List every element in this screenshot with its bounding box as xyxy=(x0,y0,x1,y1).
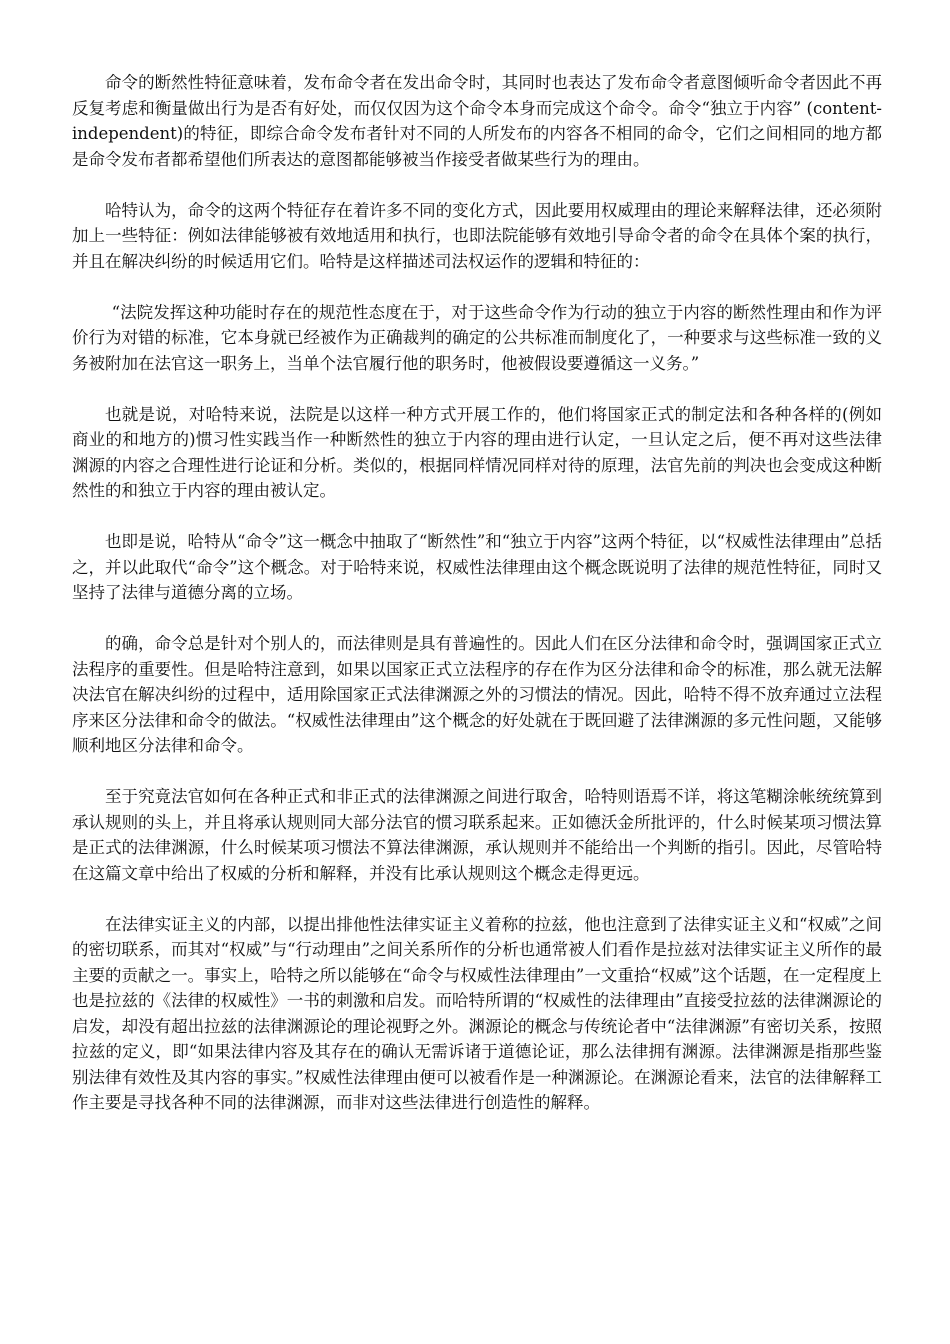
paragraph-6: 的确，命令总是针对个别人的，而法律则是具有普遍性的。因此人们在区分法律和命令时，强调国家正式立法程序的重要性。但是哈特注意到，如果以国家正式立法程序的存在作为区分法律和命令的标准，那么就无法解决法官在解决纠纷的过程中，适用除国家正式法律渊源之外的习惯法的情况。因此，哈特不得不放弃通过立法程序来区分法律和命令的做法。“权威性法律理由”这个概念的好处就在于既回避了法律渊源的多元性问题，又能够顺利地区分法律和命令。 xyxy=(72,634,882,755)
quote-paragraph: “法院发挥这种功能时存在的规范性态度在于，对于这些命令作为行动的独立于内容的断然性理由和作为评价行为对错的标准，它本身就已经被作为正确裁判的确定的公共标准而制度化了，一种要求与这些标准一致的义务被附加在法官这一职务上，当单个法官履行他的职务时，他被假设要遵循这一义务。” xyxy=(72,302,882,373)
document-page xyxy=(72,70,882,1141)
paragraph-4: 也就是说，对哈特来说，法院是以这样一种方式开展工作的，他们将国家正式的制定法和各种各样的(例如商业的和地方的)惯习性实践当作一种断然性的独立于内容的理由进行认定，一旦认定之后，便不再对这些法律渊源的内容之合理性进行论证和分析。类似的，根据同样情况同样对待的原理，法官先前的判决也会变成这种断然性的和独立于内容的理由被认定。 xyxy=(72,404,882,500)
paragraph-8: 在法律实证主义的内部，以提出排他性法律实证主义着称的拉兹，他也注意到了法律实证主义和“权威”之间的密切联系，而其对“权威”与“行动理由”之间关系所作的分析也通常被人们看作是拉兹对法律实证主义所作的最主要的贡献之一。事实上，哈特之所以能够在“命令与权威性法律理由”一文重拾“权威”这个话题，在一定程度上也是拉兹的《法律的权威性》一书的刺激和启发。而哈特所谓的“权威性的法律理由”直接受拉兹的法律渊源论的启发，却没有超出拉兹的法律渊源论的理论视野之外。渊源论的概念与传统论者中“法律渊源”有密切关系，按照拉兹的定义，即“如果法律内容及其存在的确认无需诉诸于道德论证，那么法律拥有渊源。法律渊源是指那些鉴别法律有效性及其内容的事实。”权威性法律理由便可以被看作是一种渊源论。在渊源论看来，法官的法律解释工作主要是寻找各种不同的法律渊源，而非对这些法律进行创造性的解释。 xyxy=(72,914,882,1112)
paragraph-5: 也即是说，哈特从“命令”这一概念中抽取了“断然性”和“独立于内容”这两个特征，以“权威性法律理由”总括之，并以此取代“命令”这个概念。对于哈特来说，权威性法律理由这个概念既说明了法律的规范性特征，同时又坚持了法律与道德分离的立场。 xyxy=(72,532,882,602)
paragraph-2: 哈特认为，命令的这两个特征存在着许多不同的变化方式，因此要用权威理由的理论来解释法律，还必须附加上一些特征：例如法律能够被有效地适用和执行，也即法院能够有效地引导命令者的命令在具体个案的执行，并且在解决纠纷的时候适用它们。哈特是这样描述司法权运作的逻辑和特征的： xyxy=(72,200,882,271)
paragraph-7: 至于究竟法官如何在各种正式和非正式的法律渊源之间进行取舍，哈特则语焉不详，将这笔糊涂帐统统算到承认规则的头上，并且将承认规则同大部分法官的惯习联系起来。正如德沃金所批评的，什么时候某项习惯法算是正式的法律渊源，什么时候某项习惯法不算法律渊源，承认规则并不能给出一个判断的指引。因此，尽管哈特在这篇文章中给出了权威的分析和解释，并没有比承认规则这个概念走得更远。 xyxy=(72,787,882,883)
paragraph-1: 命令的断然性特征意味着，发布命令者在发出命令时，其同时也表达了发布命令者意图倾听命令者因此不再反复考虑和衡量做出行为是否有好处，而仅仅因为这个命令本身而完成这个命令。命令“独立于内容” (content-independent)的特征，即综合命令发布者针对不同的人所发布的内容各不相同的命令，它们之间相同的地方都是命令发布者都希望他们所表达的意图都能够被当作接受者做某些行为的理由。 xyxy=(72,73,882,169)
